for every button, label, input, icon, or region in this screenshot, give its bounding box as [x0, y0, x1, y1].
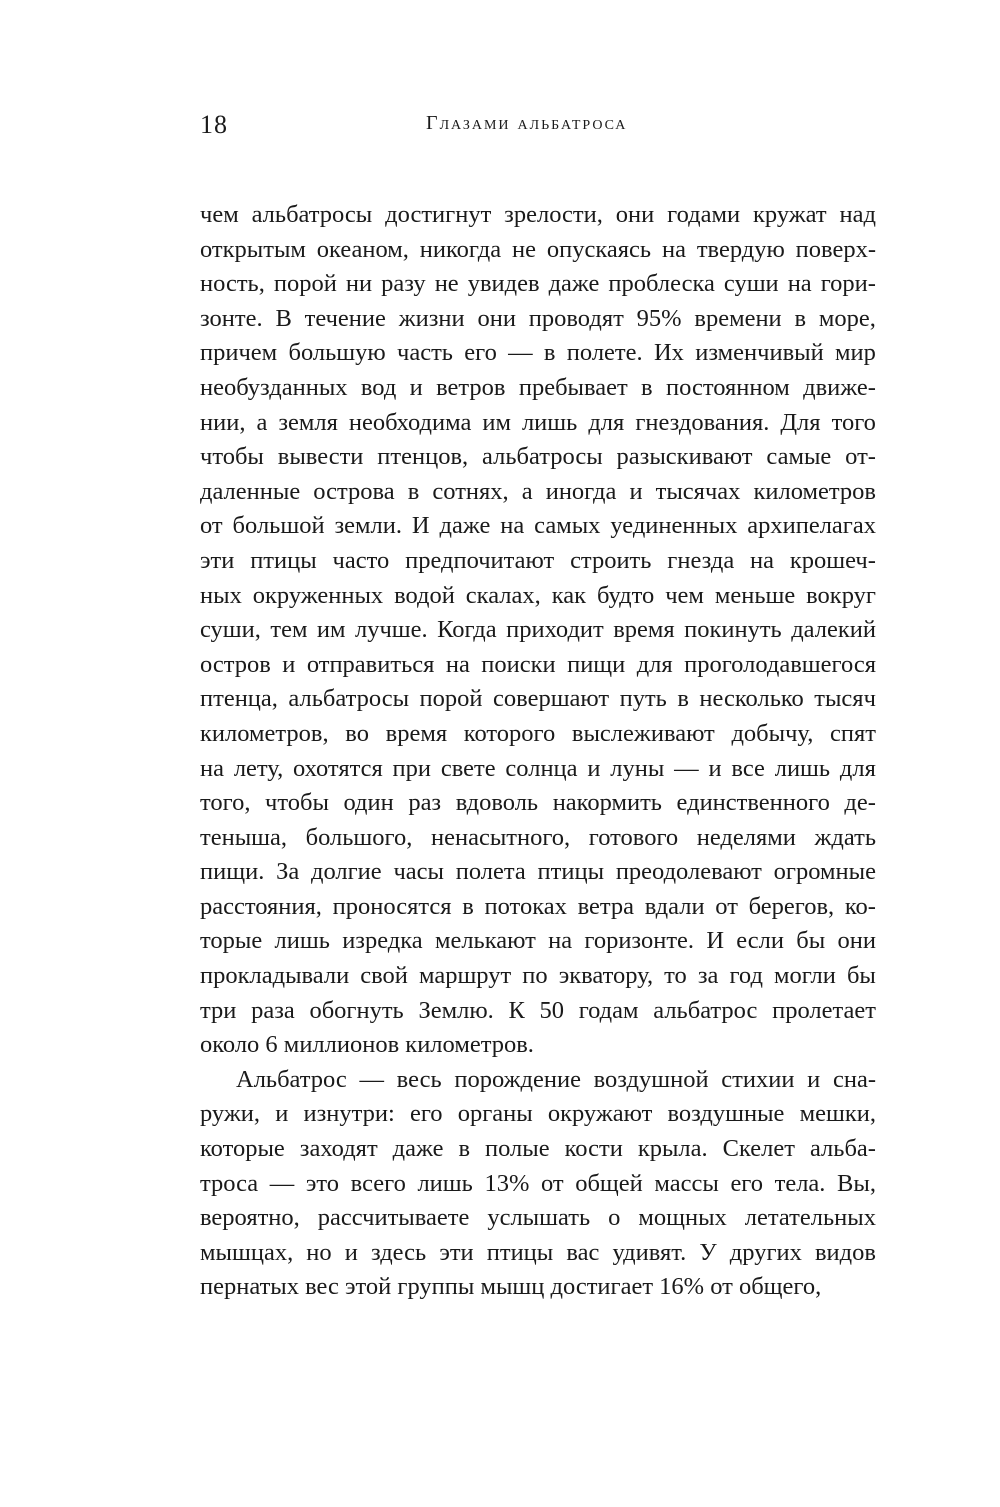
text-line: ных окруженных водой скалах, как будто чем меньше вокруг [200, 581, 876, 609]
text-line: пернатых вес этой группы мышц достигает 16% от общего, [200, 1273, 822, 1301]
text-line: три раза обогнуть Землю. К 50 годам альбатрос пролетает [200, 996, 876, 1024]
text-line: расстояния, проносятся в потоках ветра вдали от берегов, ко- [200, 892, 876, 920]
text-line: причем большую часть его — в полете. Их изменчивый мир [200, 339, 876, 367]
page-number: 18 [200, 110, 228, 139]
running-title: Глазами альбатроса [426, 112, 628, 134]
text-line: чтобы вывести птенцов, альбатросы разыскивают самые от- [200, 443, 876, 471]
text-line: около 6 миллионов километров. [200, 1031, 534, 1059]
text-line: даленные острова в сотнях, а иногда и тысячах километров [200, 477, 876, 505]
text-line: вероятно, рассчитываете услышать о мощных летательных [200, 1204, 876, 1232]
text-line: на лету, охотятся при свете солнца и луны — и все лишь для [200, 754, 876, 782]
text-line: того, чтобы один раз вдоволь накормить единственного де- [200, 789, 876, 817]
text-line: остров и отправиться на поиски пищи для проголодавшегося [200, 650, 876, 678]
text-line: открытым океаном, никогда не опускаясь на твердую поверх- [200, 235, 876, 263]
paragraph [200, 198, 876, 1063]
text-line: километров, во время которого выслеживают добычу, спят [200, 719, 876, 747]
body-text [200, 198, 876, 1305]
text-line: ружи, и изнутри: его органы окружают воздушные мешки, [200, 1100, 876, 1128]
text-line: суши, тем им лучше. Когда приходит время покинуть далекий [200, 616, 876, 644]
text-line: ность, порой ни разу не увидев даже проблеска суши на гори- [200, 270, 876, 298]
text-line: прокладывали свой маршрут по экватору, то за год могли бы [200, 962, 876, 990]
text-line: нии, а земля необходима им лишь для гнездования. Для того [200, 408, 876, 436]
text-line: мышцах, но и здесь эти птицы вас удивят. У других видов [200, 1238, 876, 1266]
text-line: торые лишь изредка мелькают на горизонте. И если бы они [200, 927, 876, 955]
text-line: теныша, большого, ненасытного, готового неделями ждать [200, 823, 876, 851]
text-line: эти птицы часто предпочитают строить гнезда на крошеч- [200, 546, 876, 574]
text-line: пищи. За долгие часы полета птицы преодолевают огромные [200, 858, 876, 886]
text-line: необузданных вод и ветров пребывает в постоянном движе- [200, 373, 876, 401]
text-line: троса — это всего лишь 13% от общей массы его тела. Вы, [200, 1169, 876, 1197]
text-line: птенца, альбатросы порой совершают путь в несколько тысяч [200, 685, 876, 713]
text-line: чем альбатросы достигнут зрелости, они годами кружат над [200, 201, 876, 228]
paragraph [200, 1063, 876, 1305]
text-line: которые заходят даже в полые кости крыла. Скелет альба- [200, 1135, 876, 1163]
text-line: зонте. В течение жизни они проводят 95% времени в море, [200, 304, 876, 332]
text-line: Альбатрос — весь порождение воздушной стихии и сна- [236, 1065, 876, 1093]
text-line: от большой земли. И даже на самых уединенных архипелагах [200, 512, 876, 540]
